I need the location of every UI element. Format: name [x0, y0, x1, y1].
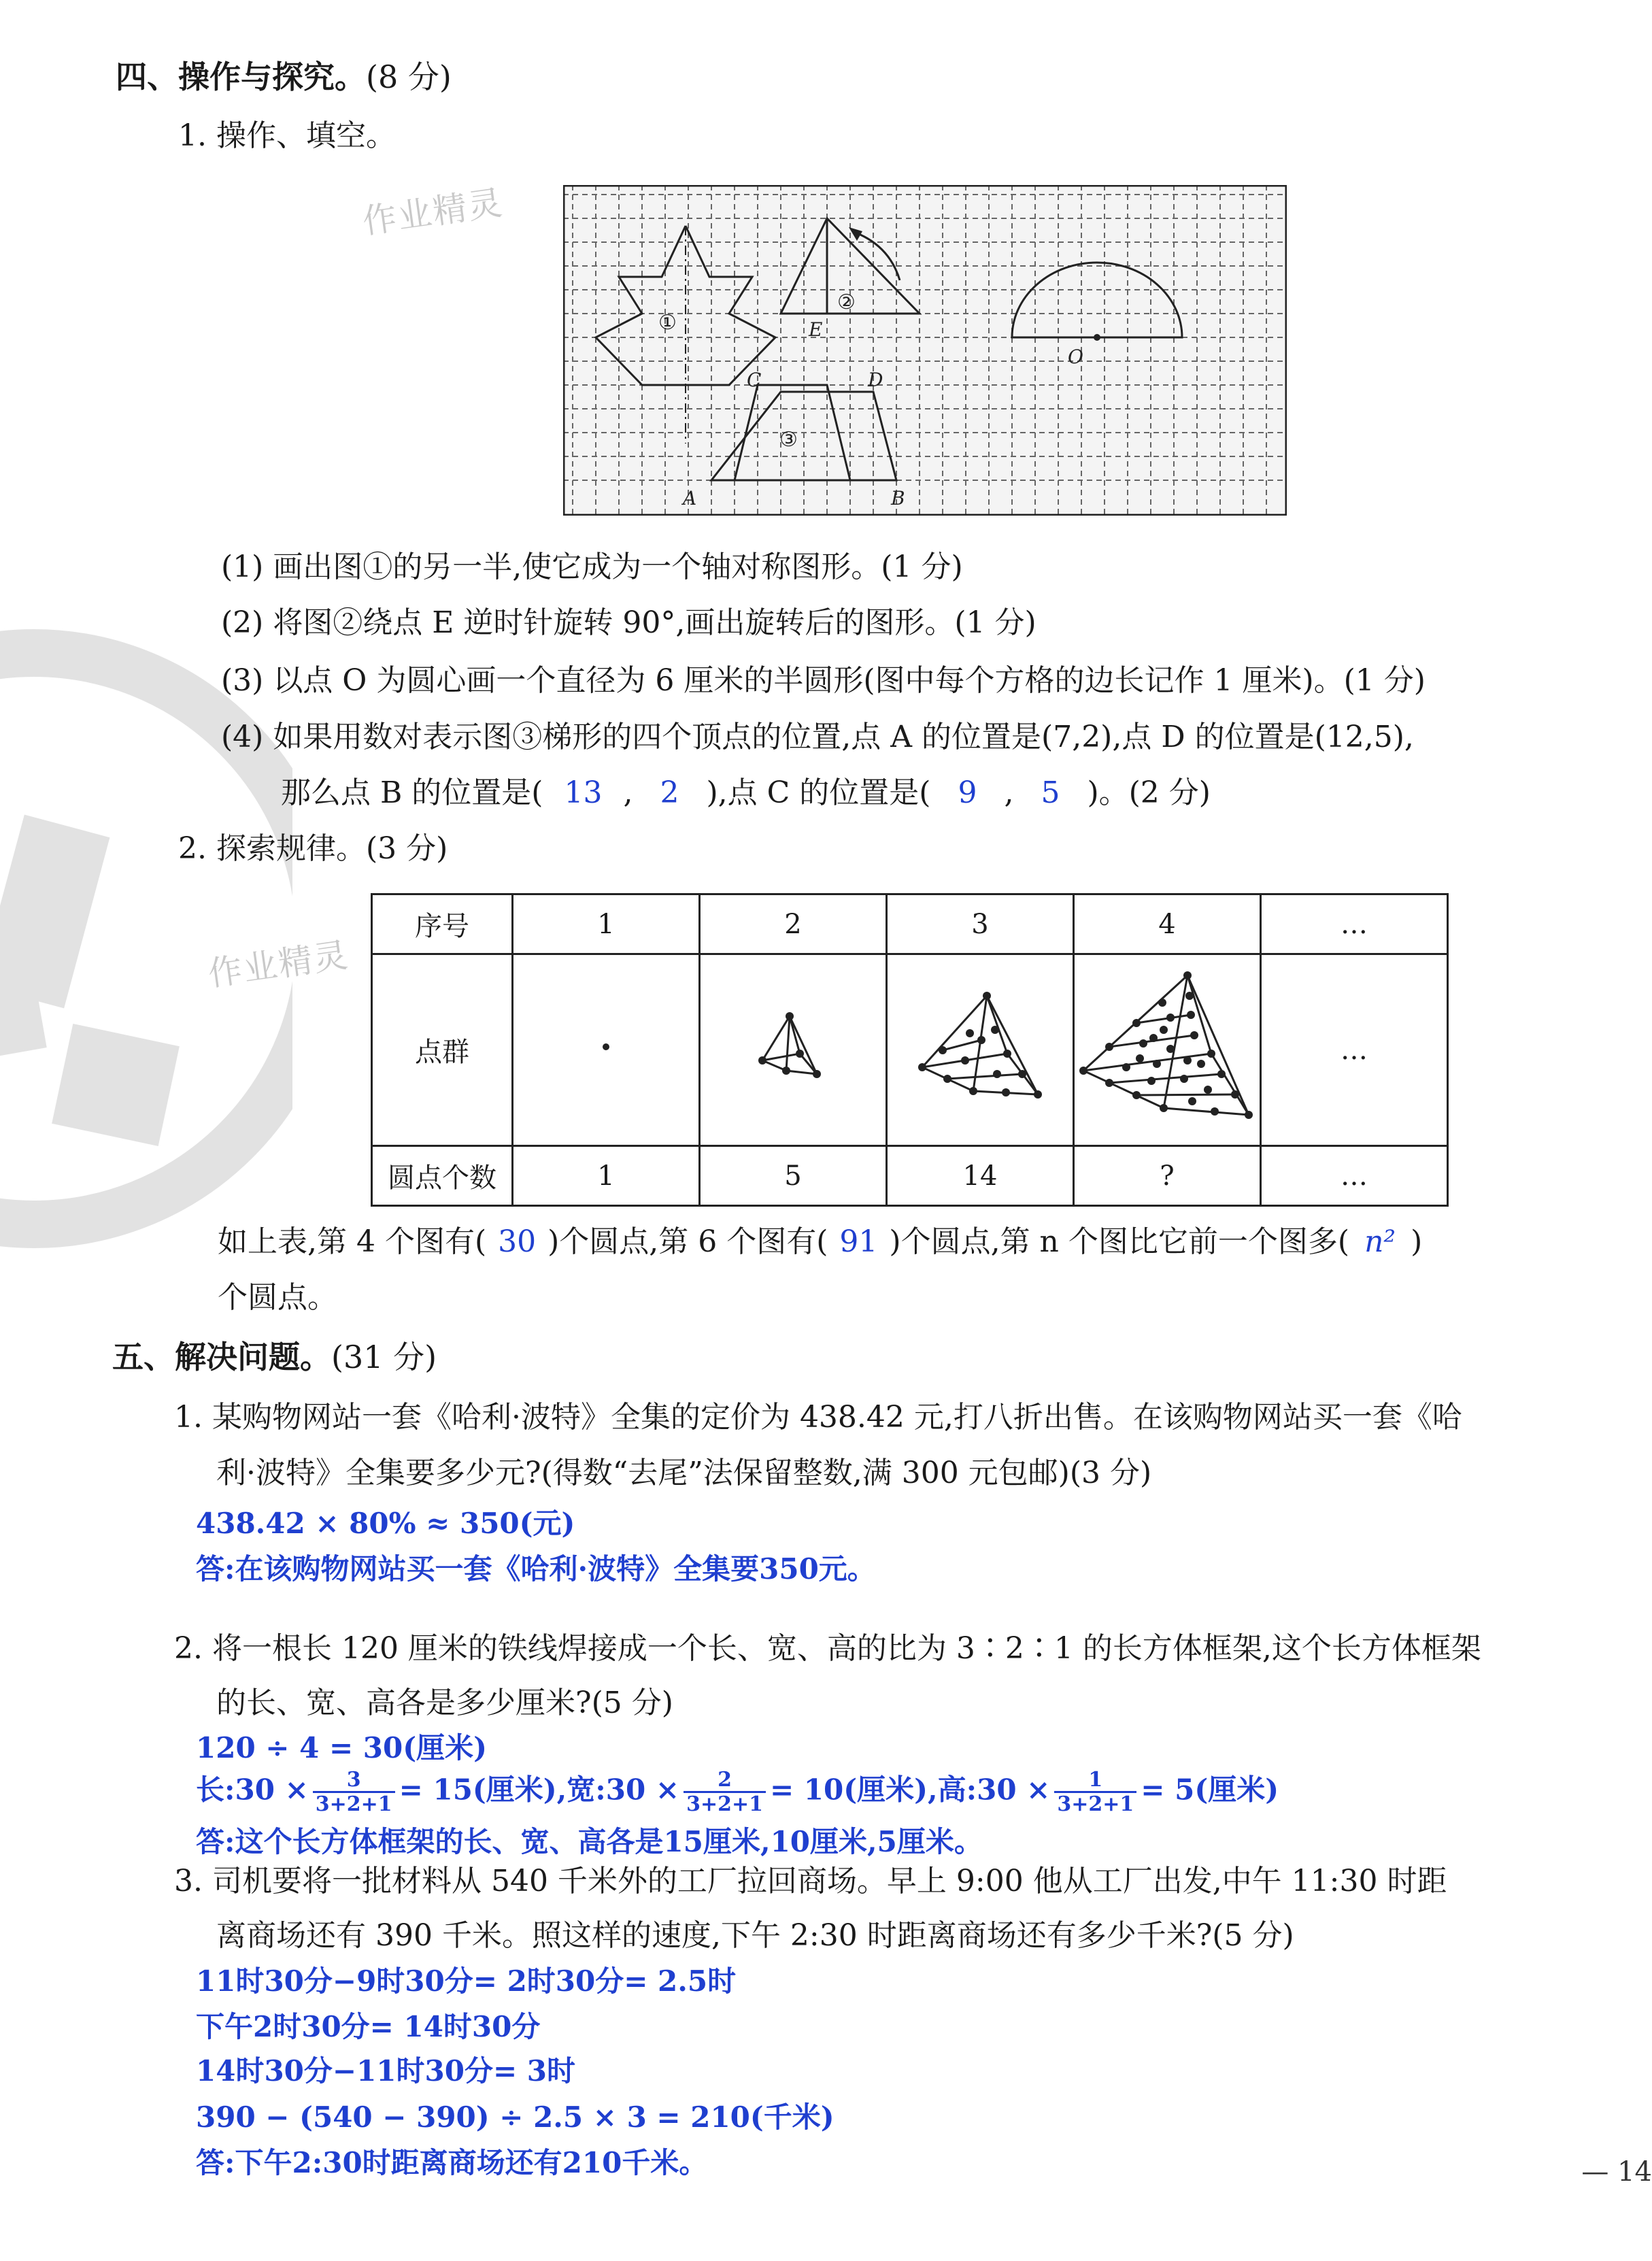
- table-head-count: 圆点个数: [372, 1146, 513, 1206]
- answer-c-y: 5: [1041, 775, 1060, 810]
- s5-q3-solution-3: 14时30分−11时30分= 3时: [196, 2054, 576, 2088]
- dot-group-1: [513, 954, 700, 1146]
- watermark-1: 作业精灵: [360, 182, 506, 242]
- table-head-dots: 点群: [372, 954, 513, 1146]
- q2-answer-line: 如上表,第 4 个图有( 30 )个圆点,第 6 个图有( 91 )个圆点,第 n 个图比它前一个图多( n² ): [218, 1224, 1423, 1259]
- section4-q1-title: 1. 操作、填空。: [178, 118, 396, 153]
- q1-item-3: (3) 以点 O 为圆心画一个直径为 6 厘米的半圆形(图中每个方格的边长记作 1 厘米)。(1 分): [221, 663, 1426, 698]
- s5-q3-solution-2: 下午2时30分= 14时30分: [196, 2010, 541, 2043]
- s5-q2-solution-1: 120 ÷ 4 = 30(厘米): [196, 1731, 487, 1764]
- answer-6th: 91: [839, 1224, 878, 1259]
- q1-item-1: (1) 画出图①的另一半,使它成为一个轴对称图形。(1 分): [221, 550, 963, 584]
- s5-q2-solution-2: 长:30 × $\frac{3}{3+2+1}$ = 15(厘米),宽:30 × $\frac{2}{3+2+1}$ = 10(厘米),高:30 × $\frac{1}{3+2+1}$ = 5(厘米): [196, 1768, 1279, 1816]
- section4-title: 四、操作与探究。(8 分): [116, 58, 452, 95]
- label-E: E: [809, 318, 823, 341]
- q1-item-2: (2) 将图②绕点 E 逆时针旋转 90°,画出旋转后的图形。(1 分): [221, 605, 1036, 640]
- label-fig3: ③: [779, 428, 798, 452]
- answer-4th: 30: [498, 1224, 537, 1259]
- page-number: — 14: [1581, 2156, 1652, 2188]
- dot-group-2: [700, 954, 887, 1146]
- answer-nth: n²: [1364, 1224, 1396, 1259]
- table-index: 2: [700, 894, 887, 954]
- s5-q1-line2: 利·波特》全集要多少元?(得数“去尾”法保留整数,满 300 元包邮)(3 分): [216, 1456, 1152, 1490]
- dot-group-3: [887, 954, 1074, 1146]
- dot-ellipsis: …: [1261, 954, 1448, 1146]
- table-index: …: [1261, 894, 1448, 954]
- watermark-2: 作业精灵: [205, 935, 352, 994]
- s5-q3-solution-5: 答:下午2:30时距离商场还有210千米。: [196, 2146, 708, 2179]
- label-D: D: [868, 369, 883, 391]
- table-head-index: 序号: [372, 894, 513, 954]
- table-count: 14: [887, 1146, 1074, 1206]
- pattern-table: [371, 893, 1449, 1207]
- grid-figure: [563, 185, 1287, 516]
- s5-q3-solution-4: 390 − (540 − 390) ÷ 2.5 × 3 = 210(千米): [196, 2100, 835, 2134]
- s5-q2-line2: 的长、宽、高各是多少厘米?(5 分): [216, 1686, 673, 1720]
- answer-b-x: 13: [564, 775, 603, 810]
- table-count: …: [1261, 1146, 1448, 1206]
- label-B: B: [891, 487, 905, 509]
- label-C: C: [747, 369, 762, 391]
- answer-c-x: 9: [958, 775, 977, 810]
- table-index: 3: [887, 894, 1074, 954]
- section5-title: 五、解决问题。(31 分): [112, 1339, 437, 1375]
- answer-b-y: 2: [660, 775, 679, 810]
- label-A: A: [683, 487, 697, 509]
- s5-q3-line2: 离商场还有 390 千米。照这样的速度,下午 2:30 时距离商场还有多少千米?(5 分): [216, 1918, 1294, 1953]
- table-index: 1: [513, 894, 700, 954]
- s5-q3-solution-1: 11时30分−9时30分= 2时30分= 2.5时: [196, 1964, 737, 1998]
- s5-q3-line1: 3. 司机要将一批材料从 540 千米外的工厂拉回商场。早上 9:00 他从工厂出发,中午 11:30 时距: [174, 1864, 1447, 1898]
- s5-q1-solution-1: 438.42 × 80% ≈ 350(元): [196, 1507, 575, 1540]
- label-fig1: ①: [658, 311, 677, 335]
- label-fig2: ②: [837, 290, 856, 314]
- s5-q1-line1: 1. 某购物网站一套《哈利·波特》全集的定价为 438.42 元,打八折出售。在该购物网站买一套《哈: [174, 1400, 1462, 1435]
- q1-item-4b: 那么点 B 的位置是( 13 , 2 ),点 C 的位置是( 9 , 5 )。(2 分): [281, 775, 1211, 810]
- table-count: 1: [513, 1146, 700, 1206]
- q2-answer-line2: 个圆点。: [218, 1280, 337, 1315]
- seal-watermark: [0, 599, 292, 1279]
- s5-q2-line1: 2. 将一根长 120 厘米的铁线焊接成一个长、宽、高的比为 3∶2∶1 的长方体框架,这个长方体框架: [174, 1631, 1481, 1666]
- dot-group-4: [1074, 954, 1261, 1146]
- s5-q1-solution-2: 答:在该购物网站买一套《哈利·波特》全集要350元。: [196, 1552, 876, 1586]
- label-O: O: [1068, 346, 1083, 368]
- table-index: 4: [1074, 894, 1261, 954]
- q1-item-4a: (4) 如果用数对表示图③梯形的四个顶点的位置,点 A 的位置是(7,2),点 D 的位置是(12,5),: [221, 720, 1414, 754]
- table-count: 5: [700, 1146, 887, 1206]
- s5-q2-solution-3: 答:这个长方体框架的长、宽、高各是15厘米,10厘米,5厘米。: [196, 1825, 983, 1858]
- table-count: ?: [1074, 1146, 1261, 1206]
- section4-q2-title: 2. 探索规律。(3 分): [178, 831, 448, 866]
